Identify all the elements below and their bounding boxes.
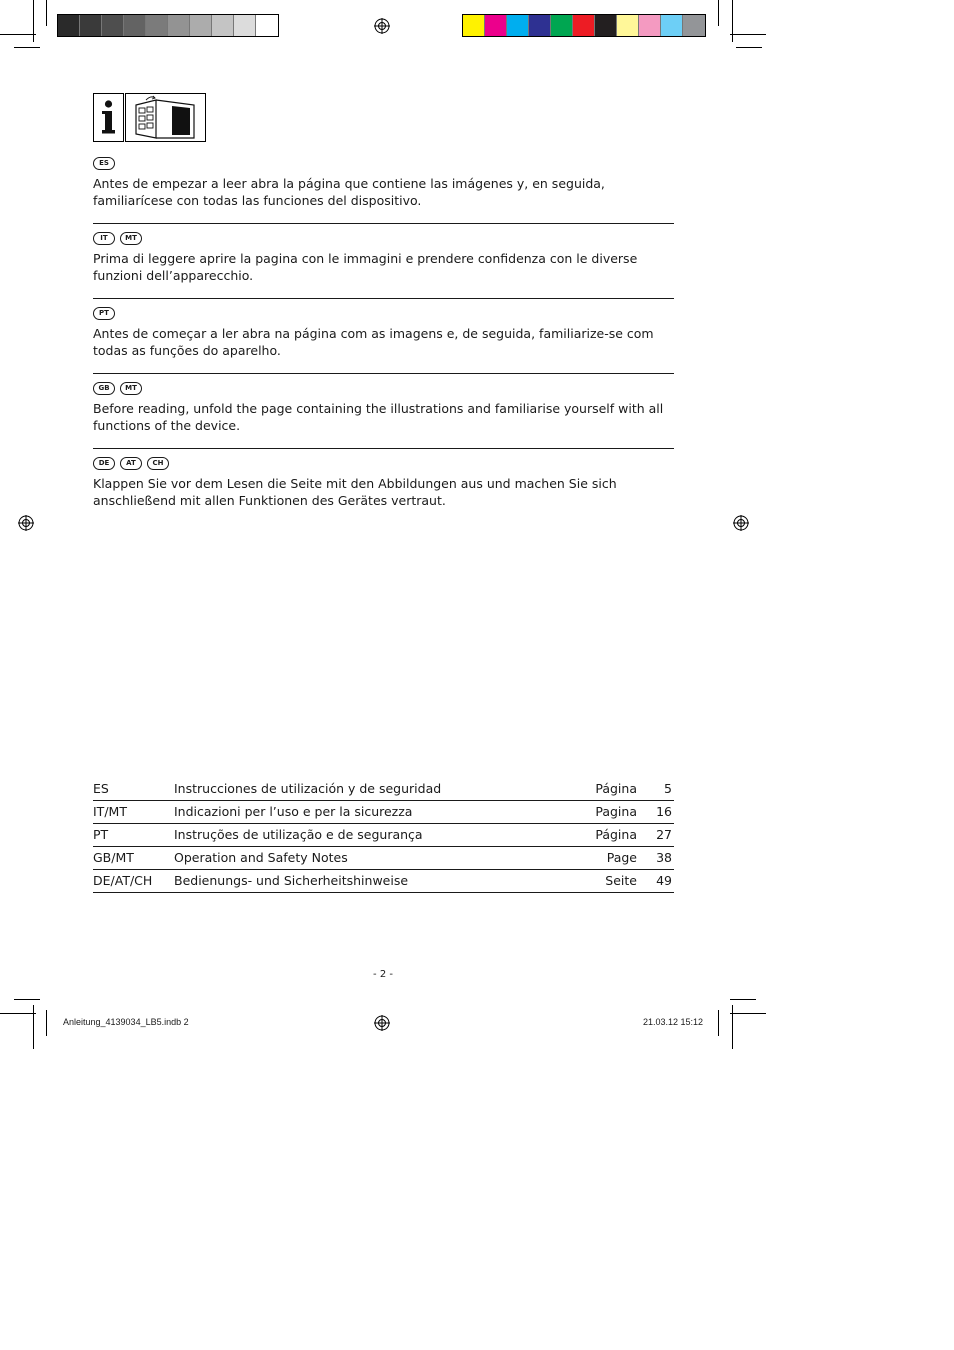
color-swatch [529, 15, 551, 36]
section-divider [93, 448, 674, 449]
country-badges [93, 232, 674, 245]
crop-mark [0, 34, 36, 35]
fold-out-notice-pictogram [93, 93, 205, 142]
toc-page-label: Pagina [595, 804, 637, 819]
country-badge-mt: MT [120, 232, 142, 245]
crop-mark [730, 34, 766, 35]
country-badge-ch: CH [147, 457, 169, 470]
toc-page-label: Page [606, 850, 637, 865]
table-of-contents [93, 778, 674, 893]
country-badge-mt: MT [120, 382, 142, 395]
toc-page-number: 49 [656, 873, 672, 888]
language-section-es [93, 157, 674, 209]
section-divider [93, 223, 674, 224]
color-swatch [58, 15, 80, 36]
toc-title: Instrucciones de utilización y de seguridad [174, 781, 442, 796]
color-swatch [146, 15, 168, 36]
language-section-pt [93, 307, 674, 359]
grayscale-color-bar [57, 14, 279, 37]
crop-mark [46, 0, 47, 26]
country-badges [93, 457, 674, 470]
toc-page-number: 16 [656, 804, 672, 819]
country-badge-at: AT [120, 457, 142, 470]
country-badges [93, 307, 674, 320]
country-badge-pt: PT [93, 307, 115, 320]
color-swatch [617, 15, 639, 36]
registration-mark-icon [733, 515, 749, 531]
toc-title: Operation and Safety Notes [174, 850, 348, 865]
print-slug-timestamp: 21.03.12 15:12 [643, 1017, 704, 1027]
toc-language-code: PT [93, 827, 109, 842]
page-number: - 2 - [373, 969, 393, 980]
color-swatch [190, 15, 212, 36]
crop-mark [33, 1005, 34, 1049]
color-swatch [212, 15, 234, 36]
color-swatch [661, 15, 683, 36]
registration-mark-icon [374, 1015, 390, 1031]
toc-page-label: Página [595, 827, 637, 842]
color-swatch [463, 15, 485, 36]
crop-mark [732, 1005, 733, 1049]
fold-out-page-icon [125, 93, 206, 142]
toc-language-code: DE/AT/CH [93, 873, 153, 888]
country-badge-gb: GB [93, 382, 115, 395]
color-swatch [80, 15, 102, 36]
crop-mark [33, 0, 34, 42]
section-text: Klappen Sie vor dem Lesen die Seite mit den Abbildungen aus und machen Sie sich anschließend mit allen Funktionen des Gerätes vertraut. [93, 476, 617, 508]
crop-mark [718, 1010, 719, 1036]
color-swatch [683, 15, 705, 36]
section-divider [93, 373, 674, 374]
registration-mark-icon [374, 18, 390, 34]
section-divider [93, 298, 674, 299]
color-swatch [485, 15, 507, 36]
toc-page-number: 27 [656, 827, 672, 842]
crop-mark [14, 999, 40, 1000]
toc-row[interactable] [93, 824, 674, 847]
section-text: Antes de empezar a leer abra la página que contiene las imágenes y, en seguida, familiarícese con todas las funciones del dispositivo. [93, 176, 605, 208]
toc-page-number: 38 [656, 850, 672, 865]
color-swatch [595, 15, 617, 36]
country-badge-de: DE [93, 457, 115, 470]
color-swatch [639, 15, 661, 36]
color-swatch [507, 15, 529, 36]
toc-page-label: Página [595, 781, 637, 796]
toc-title: Indicazioni per l’uso e per la sicurezza [174, 804, 413, 819]
crop-mark [718, 0, 719, 26]
crop-mark [730, 1013, 766, 1014]
language-section-de-at-ch [93, 457, 674, 509]
color-swatch [551, 15, 573, 36]
toc-page-number: 5 [664, 781, 672, 796]
toc-row[interactable] [93, 801, 674, 824]
section-text: Prima di leggere aprire la pagina con le immagini e prendere confidenza con le diverse funzioni dell’apparecchio. [93, 251, 638, 283]
country-badges [93, 157, 674, 170]
toc-row[interactable] [93, 870, 674, 893]
crop-mark [730, 999, 756, 1000]
toc-row[interactable] [93, 778, 674, 801]
color-swatch [256, 15, 278, 36]
crop-mark [46, 1010, 47, 1036]
color-swatch [168, 15, 190, 36]
country-badges [93, 382, 674, 395]
color-swatch [573, 15, 595, 36]
color-swatch [102, 15, 124, 36]
color-swatch [234, 15, 256, 36]
crop-mark [14, 47, 40, 48]
process-color-bar [462, 14, 706, 37]
toc-title: Bedienungs- und Sicherheitshinweise [174, 873, 409, 888]
section-text: Before reading, unfold the page containing the illustrations and familiarise yourself with all functions of the device. [93, 401, 664, 433]
info-icon [93, 93, 124, 142]
crop-mark [732, 0, 733, 42]
color-swatch [124, 15, 146, 36]
toc-title: Instruções de utilização e de segurança [174, 827, 423, 842]
toc-language-code: IT/MT [93, 804, 127, 819]
section-text: Antes de começar a ler abra na página com as imagens e, de seguida, familiarize-se com todas as funções do aparelho. [93, 326, 654, 358]
print-slug-filename: Anleitung_4139034_LB5.indb 2 [63, 1017, 189, 1027]
toc-row[interactable] [93, 847, 674, 870]
country-badge-es: ES [93, 157, 115, 170]
crop-mark [736, 47, 762, 48]
country-badge-it: IT [93, 232, 115, 245]
registration-mark-icon [18, 515, 34, 531]
language-section-it-mt [93, 232, 674, 284]
language-section-gb-mt [93, 382, 674, 434]
toc-language-code: ES [93, 781, 109, 796]
toc-language-code: GB/MT [93, 850, 134, 865]
crop-mark [0, 1013, 36, 1014]
toc-page-label: Seite [605, 873, 637, 888]
